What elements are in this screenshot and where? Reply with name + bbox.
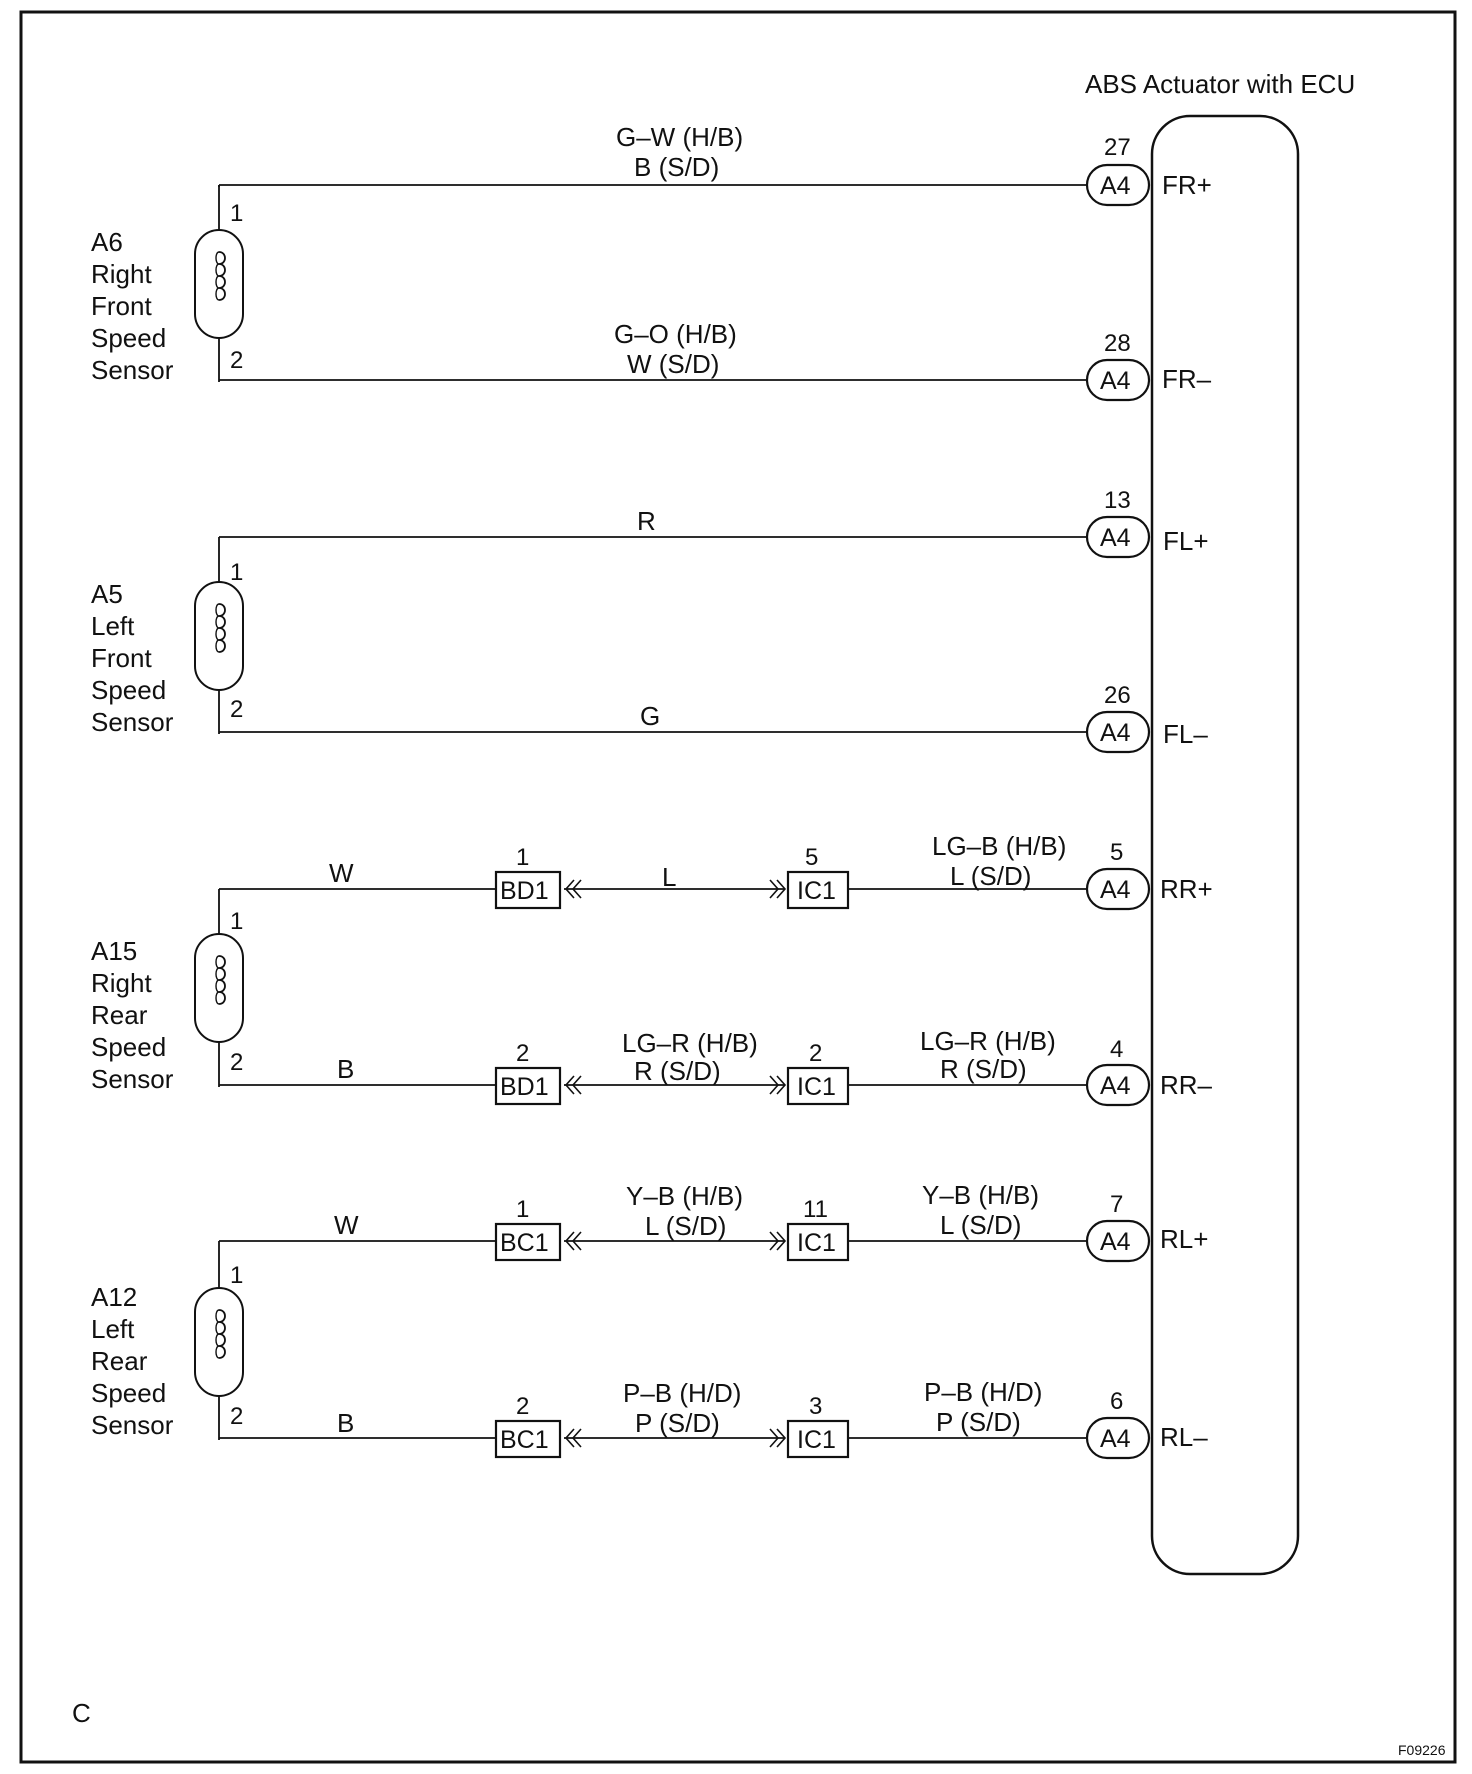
- svg-text:A4: A4: [1100, 1072, 1131, 1100]
- wire-rr-plus-seg3-color-2: L (S/D): [950, 861, 1032, 891]
- ic1-connector-rl-minus: [770, 1393, 848, 1457]
- svg-text:Left: Left: [91, 1314, 135, 1344]
- svg-text:26: 26: [1104, 682, 1131, 709]
- ecu-pin-fr-minus: [1087, 330, 1212, 400]
- svg-text:2: 2: [516, 1393, 530, 1420]
- wire-rl-minus-seg1-color: B: [337, 1408, 355, 1438]
- wire-fr-minus-color-1: G–O (H/B): [614, 319, 737, 349]
- svg-text:Right: Right: [91, 259, 152, 289]
- wire-fr-plus-color-2: B (S/D): [634, 152, 720, 182]
- wire-rr-plus-seg2-color: L: [662, 862, 677, 892]
- sensor-a15-symbol: [195, 934, 243, 1042]
- svg-text:3: 3: [809, 1393, 823, 1420]
- svg-text:1: 1: [516, 844, 530, 871]
- junction-connector-rr-minus: [496, 1040, 581, 1104]
- svg-text:1: 1: [516, 1196, 530, 1223]
- sensor-a15-pin2: 2: [230, 1049, 244, 1076]
- svg-text:RL–: RL–: [1160, 1422, 1208, 1452]
- svg-text:Left: Left: [91, 611, 135, 641]
- sensor-a15-label: [91, 936, 174, 1094]
- svg-text:BD1: BD1: [500, 877, 549, 905]
- ecu-pin-rr-plus: [1087, 839, 1213, 909]
- svg-text:RL+: RL+: [1160, 1224, 1209, 1254]
- svg-text:FR+: FR+: [1162, 170, 1212, 200]
- svg-text:IC1: IC1: [797, 877, 836, 905]
- ecu-pin-rr-minus: [1087, 1036, 1213, 1105]
- wire-rr-minus-seg2-color-2: R (S/D): [634, 1056, 721, 1086]
- sensor-a6-symbol: [195, 230, 243, 338]
- svg-text:Sensor: Sensor: [91, 1410, 174, 1440]
- ecu-pin-fl-minus: [1087, 682, 1208, 752]
- svg-text:Sensor: Sensor: [91, 707, 174, 737]
- svg-text:IC1: IC1: [797, 1073, 836, 1101]
- corner-letter: C: [72, 1698, 91, 1728]
- ecu-title: ABS Actuator with ECU: [1085, 69, 1356, 99]
- wire-rr-plus-seg3-color-1: LG–B (H/B): [932, 831, 1067, 861]
- sensor-a5-pin2: 2: [230, 696, 244, 723]
- svg-text:Rear: Rear: [91, 1000, 148, 1030]
- svg-text:A4: A4: [1100, 876, 1131, 904]
- svg-text:A4: A4: [1100, 367, 1131, 395]
- ecu-pin-fr-plus: [1087, 134, 1212, 205]
- sensor-a5-symbol: [195, 582, 243, 690]
- svg-text:A6: A6: [91, 227, 123, 257]
- svg-text:A4: A4: [1100, 1228, 1131, 1256]
- wire-rl-plus-seg3-color-1: Y–B (H/B): [922, 1180, 1040, 1210]
- svg-text:Sensor: Sensor: [91, 355, 174, 385]
- sensor-a12-pin2: 2: [230, 1403, 244, 1430]
- ic1-connector-rr-plus: [770, 844, 848, 908]
- wire-rr-minus-seg3-color-1: LG–R (H/B): [920, 1026, 1056, 1056]
- sensor-a12-label: [91, 1282, 174, 1440]
- svg-text:4: 4: [1110, 1036, 1124, 1063]
- svg-text:BC1: BC1: [500, 1229, 549, 1257]
- svg-text:FR–: FR–: [1162, 364, 1212, 394]
- wire-rr-plus-seg1-color: W: [329, 858, 354, 888]
- sensor-a6-pin2: 2: [230, 347, 244, 374]
- sensor-a15-pin1: 1: [230, 908, 244, 935]
- wire-rl-plus-seg3-color-2: L (S/D): [940, 1210, 1022, 1240]
- wire-rr-minus-seg1-color: B: [337, 1054, 355, 1084]
- wire-fr-minus-color-2: W (S/D): [627, 349, 720, 379]
- sensor-a12-symbol: [195, 1288, 243, 1396]
- svg-text:6: 6: [1110, 1388, 1124, 1415]
- svg-text:A5: A5: [91, 579, 123, 609]
- wire-fl-minus-color: G: [640, 701, 661, 731]
- svg-text:Speed: Speed: [91, 675, 167, 705]
- wire-rr-minus-seg2-color-1: LG–R (H/B): [622, 1028, 758, 1058]
- svg-text:11: 11: [803, 1196, 828, 1223]
- wire-rl-plus-seg2-color-1: Y–B (H/B): [626, 1181, 744, 1211]
- junction-connector-rr-plus: [496, 844, 581, 908]
- svg-text:Right: Right: [91, 968, 152, 998]
- sensor-a5-pin1: 1: [230, 559, 244, 586]
- svg-text:A4: A4: [1100, 524, 1131, 552]
- svg-text:BD1: BD1: [500, 1073, 549, 1101]
- svg-text:Speed: Speed: [91, 1032, 167, 1062]
- wire-fl-plus-color: R: [637, 506, 656, 536]
- svg-text:Sensor: Sensor: [91, 1064, 174, 1094]
- wire-rl-minus-seg2-color-1: P–B (H/D): [623, 1378, 742, 1408]
- wire-rl-minus-seg3-color-1: P–B (H/D): [924, 1377, 1043, 1407]
- junction-connector-rl-minus: [496, 1393, 581, 1457]
- svg-text:FL–: FL–: [1163, 719, 1208, 749]
- svg-text:IC1: IC1: [797, 1229, 836, 1257]
- ic1-connector-rr-minus: [770, 1040, 848, 1104]
- svg-text:2: 2: [516, 1040, 530, 1067]
- wire-fr-plus-color-1: G–W (H/B): [616, 122, 744, 152]
- svg-text:Front: Front: [91, 291, 152, 321]
- wire-rl-minus-seg3-color-2: P (S/D): [936, 1407, 1021, 1437]
- svg-text:5: 5: [1110, 839, 1124, 866]
- sensor-a5-label: [91, 579, 174, 737]
- svg-text:Rear: Rear: [91, 1346, 148, 1376]
- svg-text:28: 28: [1104, 330, 1131, 357]
- sensor-a6-label: [91, 227, 174, 385]
- svg-text:A15: A15: [91, 936, 138, 966]
- ecu-pin-rl-plus: [1087, 1191, 1208, 1261]
- svg-text:RR–: RR–: [1160, 1070, 1213, 1100]
- ic1-connector-rl-plus: [770, 1196, 848, 1260]
- svg-text:27: 27: [1104, 134, 1131, 161]
- svg-text:RR+: RR+: [1160, 874, 1213, 904]
- svg-text:Speed: Speed: [91, 323, 167, 353]
- svg-text:BC1: BC1: [500, 1426, 549, 1454]
- svg-text:A4: A4: [1100, 1425, 1131, 1453]
- wire-rr-minus-seg3-color-2: R (S/D): [940, 1054, 1027, 1084]
- svg-text:A12: A12: [91, 1282, 138, 1312]
- svg-text:13: 13: [1104, 487, 1131, 514]
- sensor-a6-pin1: 1: [230, 200, 244, 227]
- svg-text:Speed: Speed: [91, 1378, 167, 1408]
- sensor-a12-pin1: 1: [230, 1262, 244, 1289]
- wire-rl-minus-seg2-color-2: P (S/D): [635, 1408, 720, 1438]
- wire-rl-plus-seg2-color-2: L (S/D): [645, 1211, 727, 1241]
- svg-text:2: 2: [809, 1040, 823, 1067]
- ecu-pin-fl-plus: [1087, 487, 1209, 557]
- svg-text:A4: A4: [1100, 719, 1131, 747]
- svg-text:Front: Front: [91, 643, 152, 673]
- svg-text:FL+: FL+: [1163, 526, 1209, 556]
- figure-code: F09226: [1398, 1742, 1446, 1758]
- wire-rl-plus-seg1-color: W: [334, 1210, 359, 1240]
- svg-text:5: 5: [805, 844, 819, 871]
- junction-connector-rl-plus: [496, 1196, 581, 1260]
- svg-text:A4: A4: [1100, 172, 1131, 200]
- wire-fr-plus: [219, 185, 1087, 187]
- ecu-pin-rl-minus: [1087, 1388, 1208, 1458]
- svg-text:7: 7: [1110, 1191, 1124, 1218]
- abs-ecu-box: [1152, 116, 1298, 1574]
- svg-text:IC1: IC1: [797, 1426, 836, 1454]
